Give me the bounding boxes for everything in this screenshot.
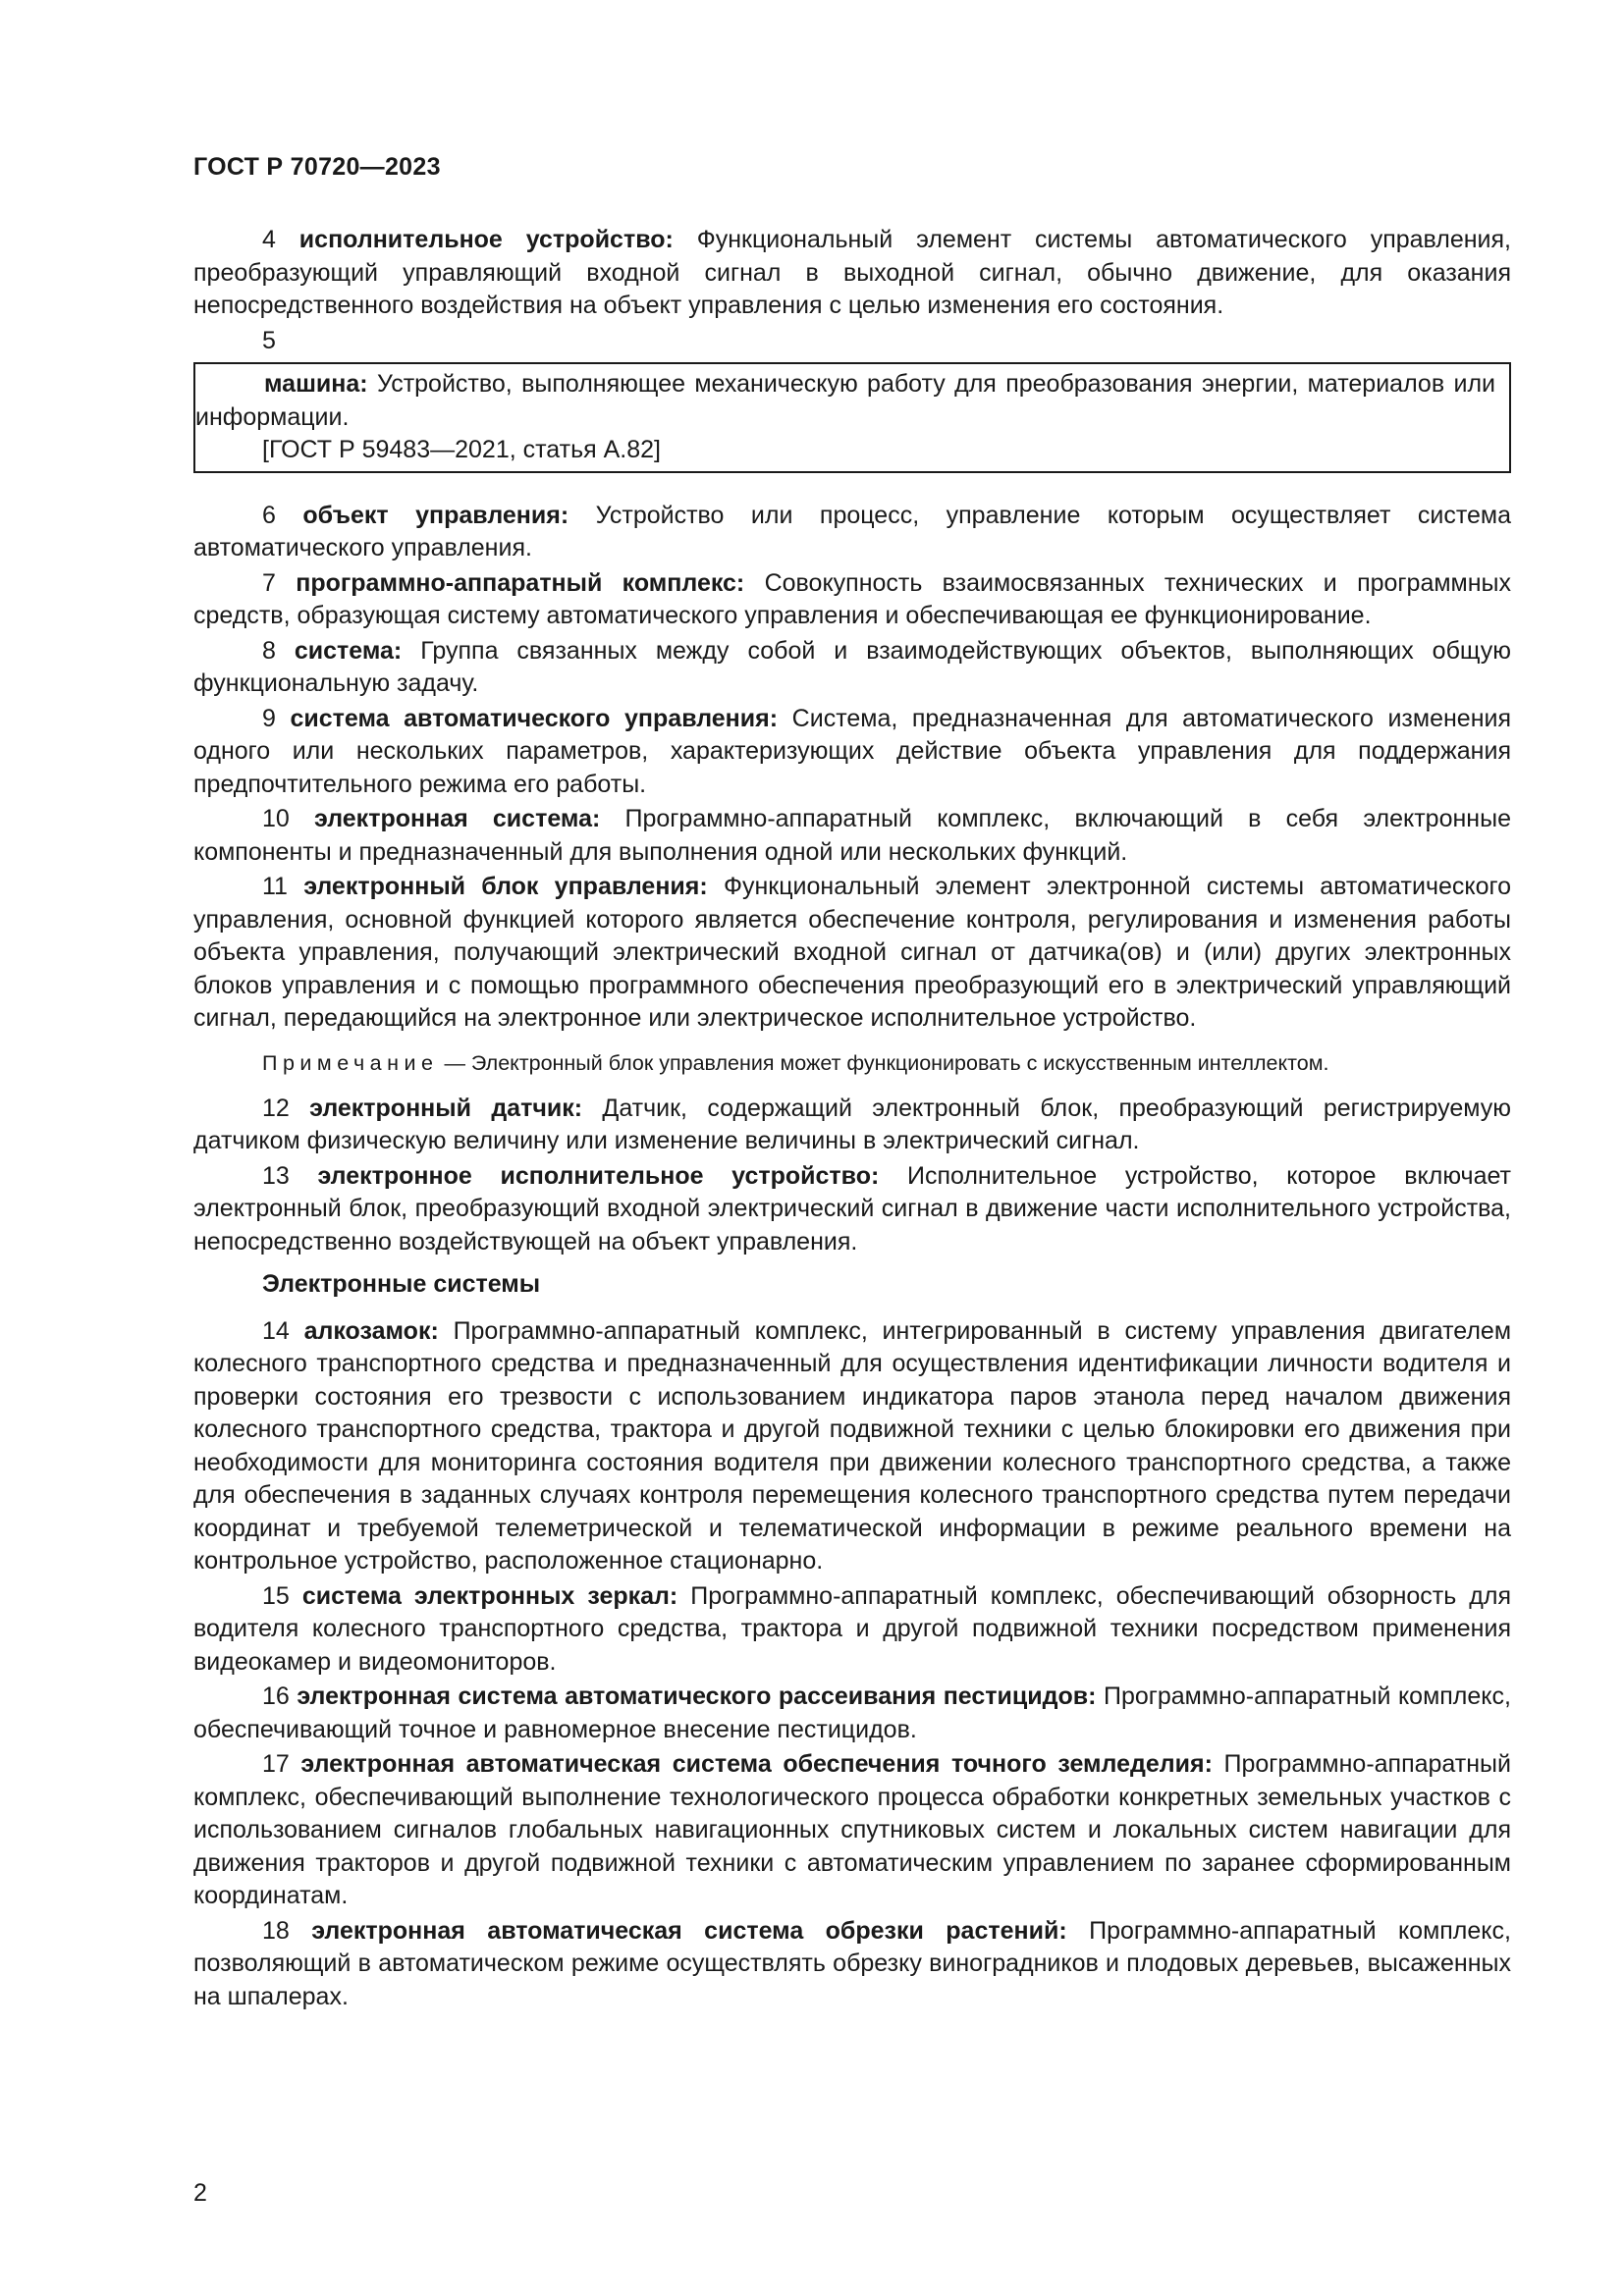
- term-entry-11: [193, 871, 1511, 1036]
- term-entry-5: [195, 368, 1495, 434]
- term-name: электронная система:: [314, 805, 601, 832]
- term-entry-8: [193, 635, 1511, 701]
- term-entry-14: [193, 1315, 1511, 1578]
- term-number-5: 5: [262, 326, 276, 354]
- term-name: электронный блок управления:: [303, 873, 708, 900]
- term-name: электронная автоматическая система обеспечения точного земледелия:: [300, 1750, 1213, 1778]
- term-definition: Программно-аппаратный комплекс, позволяющий в автоматическом режиме осуществлять обрезку виноградников и плодовых деревьев, высаженных на шпалерах.: [193, 1916, 1511, 2010]
- term-name: исполнительное устройство:: [298, 226, 674, 253]
- term-definition: Программно-аппаратный комплекс, интегрированный в систему управления двигателем колесного транспортного средства и предназначенный для осуществления идентификации личности водителя и проверки состояния его трезвости с использованием индикатора паров этанола перед началом движения колесного транспортного средства, трактора и другой подвижной техники с целью блокировки его движения при необходимости для мониторинга состояния водителя при движении колесного транспортного средства, а также для обеспечения в заданных случаях контроля перемещения колесного транспортного средства путем передачи координат и требуемой телеметрической и телематической информации в режиме реального времени на контрольное устройство, расположенное стационарно.: [193, 1316, 1512, 1575]
- term-definition: Датчик, содержащий электронный блок, преобразующий регистрируемую датчиком физическую величину или изменение величины в электрический сигнал.: [193, 1094, 1512, 1154]
- term-definition: Устройство, выполняющее механическую работу для преобразования энергии, материалов или информации.: [195, 370, 1495, 431]
- term-number: 4: [262, 226, 276, 253]
- term-entry-4: [193, 224, 1511, 323]
- term-definition: Программно-аппаратный комплекс, обеспечивающий точное и равномерное внесение пестицидов.: [193, 1682, 1511, 1743]
- term-name: электронная система автоматического рассеивания пестицидов:: [297, 1682, 1097, 1710]
- term-name: электронный датчик:: [309, 1094, 583, 1122]
- term-number: 17: [262, 1750, 290, 1778]
- term-name: система:: [294, 636, 403, 665]
- term-entry-18: [193, 1915, 1511, 2014]
- term-entry-12: [193, 1093, 1511, 1158]
- term-definition: Функциональный элемент электронной системы автоматического управления, основной функцией которого является обеспечение контроля, регулирования и изменения работы объекта управления, получающий электрический входной сигнал от датчика(ов) и (или) других электронных блоков управления и с помощью программного обеспечения преобразующий его в электрический управляющий сигнал, передающийся на электронное или электрическое исполнительное устройство.: [193, 873, 1511, 1032]
- note: [193, 1047, 1511, 1079]
- term-number: 8: [262, 636, 276, 665]
- term-entry-13: [193, 1160, 1511, 1259]
- term-name: машина:: [264, 370, 368, 398]
- document-body: [193, 224, 1511, 2015]
- term-number: 15: [262, 1581, 290, 1610]
- section-heading: Электронные системы: [262, 1270, 541, 1298]
- term-entry-10: [193, 803, 1511, 869]
- term-definition: Исполнительное устройство, которое включает электронный блок, преобразующий входной электрический сигнал в движение части исполнительного устройства, непосредственно воздействующей на объект управления.: [193, 1161, 1511, 1255]
- term-entry-7: [193, 567, 1511, 633]
- term-number: 18: [262, 1916, 290, 1945]
- term-definition: Устройство или процесс, управление которым осуществляет система автоматического управления.: [193, 501, 1511, 561]
- term-number: 9: [262, 704, 276, 732]
- term-entry-15: [193, 1580, 1511, 1680]
- term-entry-6: [193, 500, 1511, 565]
- term-entry-17: [193, 1748, 1511, 1913]
- term-definition: Программно-аппаратный комплекс, обеспечивающий обзорность для водителя колесного транспортного средства, трактора и другой подвижной техники посредством применения видеокамер и видеомониторов.: [193, 1581, 1511, 1676]
- term-definition: Программно-аппаратный комплекс, обеспечивающий выполнение технологического процесса обработки конкретных земельных участков с использованием сигналов глобальных навигационных спутниковых систем и локальных систем навигации для движения тракторов и другой подвижной техники с автоматическим управлением по заранее сформированным координатам.: [193, 1750, 1511, 1909]
- term-number: 10: [262, 805, 290, 832]
- term-number: 6: [262, 501, 276, 529]
- term-definition: Функциональный элемент системы автоматического управления, преобразующий управляющий входной сигнал в выходной сигнал, обычно движение, для оказания непосредственного воздействия на объект управления с целью изменения его состояния.: [193, 226, 1511, 319]
- term-number: 13: [262, 1161, 290, 1190]
- term-number: 14: [262, 1316, 290, 1345]
- term-number: 16: [262, 1682, 290, 1710]
- document-code: ГОСТ Р 70720—2023: [193, 153, 441, 181]
- term-definition: Совокупность взаимосвязанных технических и программных средств, образующая систему автоматического управления и обеспечивающая ее функционирование.: [193, 568, 1511, 629]
- term-number: 11: [262, 873, 288, 900]
- term-name: электронное исполнительное устройство:: [317, 1161, 880, 1190]
- term-name: алкозамок:: [303, 1316, 439, 1345]
- note-label: Примечание: [262, 1050, 439, 1075]
- term-name: система электронных зеркал:: [301, 1581, 678, 1610]
- term-entry-16: [193, 1681, 1511, 1746]
- term-definition: Система, предназначенная для автоматического изменения одного или нескольких параметров, характеризующих действие объекта управления для поддержания предпочтительного режима его работы.: [193, 704, 1511, 798]
- term-definition: Программно-аппаратный комплекс, включающий в себя электронные компоненты и предназначенный для выполнения одной или нескольких функций.: [193, 805, 1511, 866]
- source-reference: [ГОСТ Р 59483—2021, статья А.82]: [262, 436, 661, 463]
- term-number: 12: [262, 1094, 290, 1122]
- term-name: электронная автоматическая система обрезки растений:: [311, 1916, 1067, 1945]
- term-definition: Группа связанных между собой и взаимодействующих объектов, выполняющих общую функциональную задачу.: [193, 636, 1511, 697]
- term-name: программно-аппаратный комплекс:: [296, 568, 745, 597]
- term-entry-9: [193, 703, 1511, 802]
- page-number: 2: [193, 2179, 207, 2207]
- reference-box: [193, 362, 1511, 473]
- term-name: объект управления:: [302, 501, 569, 529]
- term-name: система автоматического управления:: [290, 704, 779, 732]
- note-text: — Электронный блок управления может функционировать с искусственным интеллектом.: [444, 1050, 1329, 1075]
- term-number: 7: [262, 568, 276, 597]
